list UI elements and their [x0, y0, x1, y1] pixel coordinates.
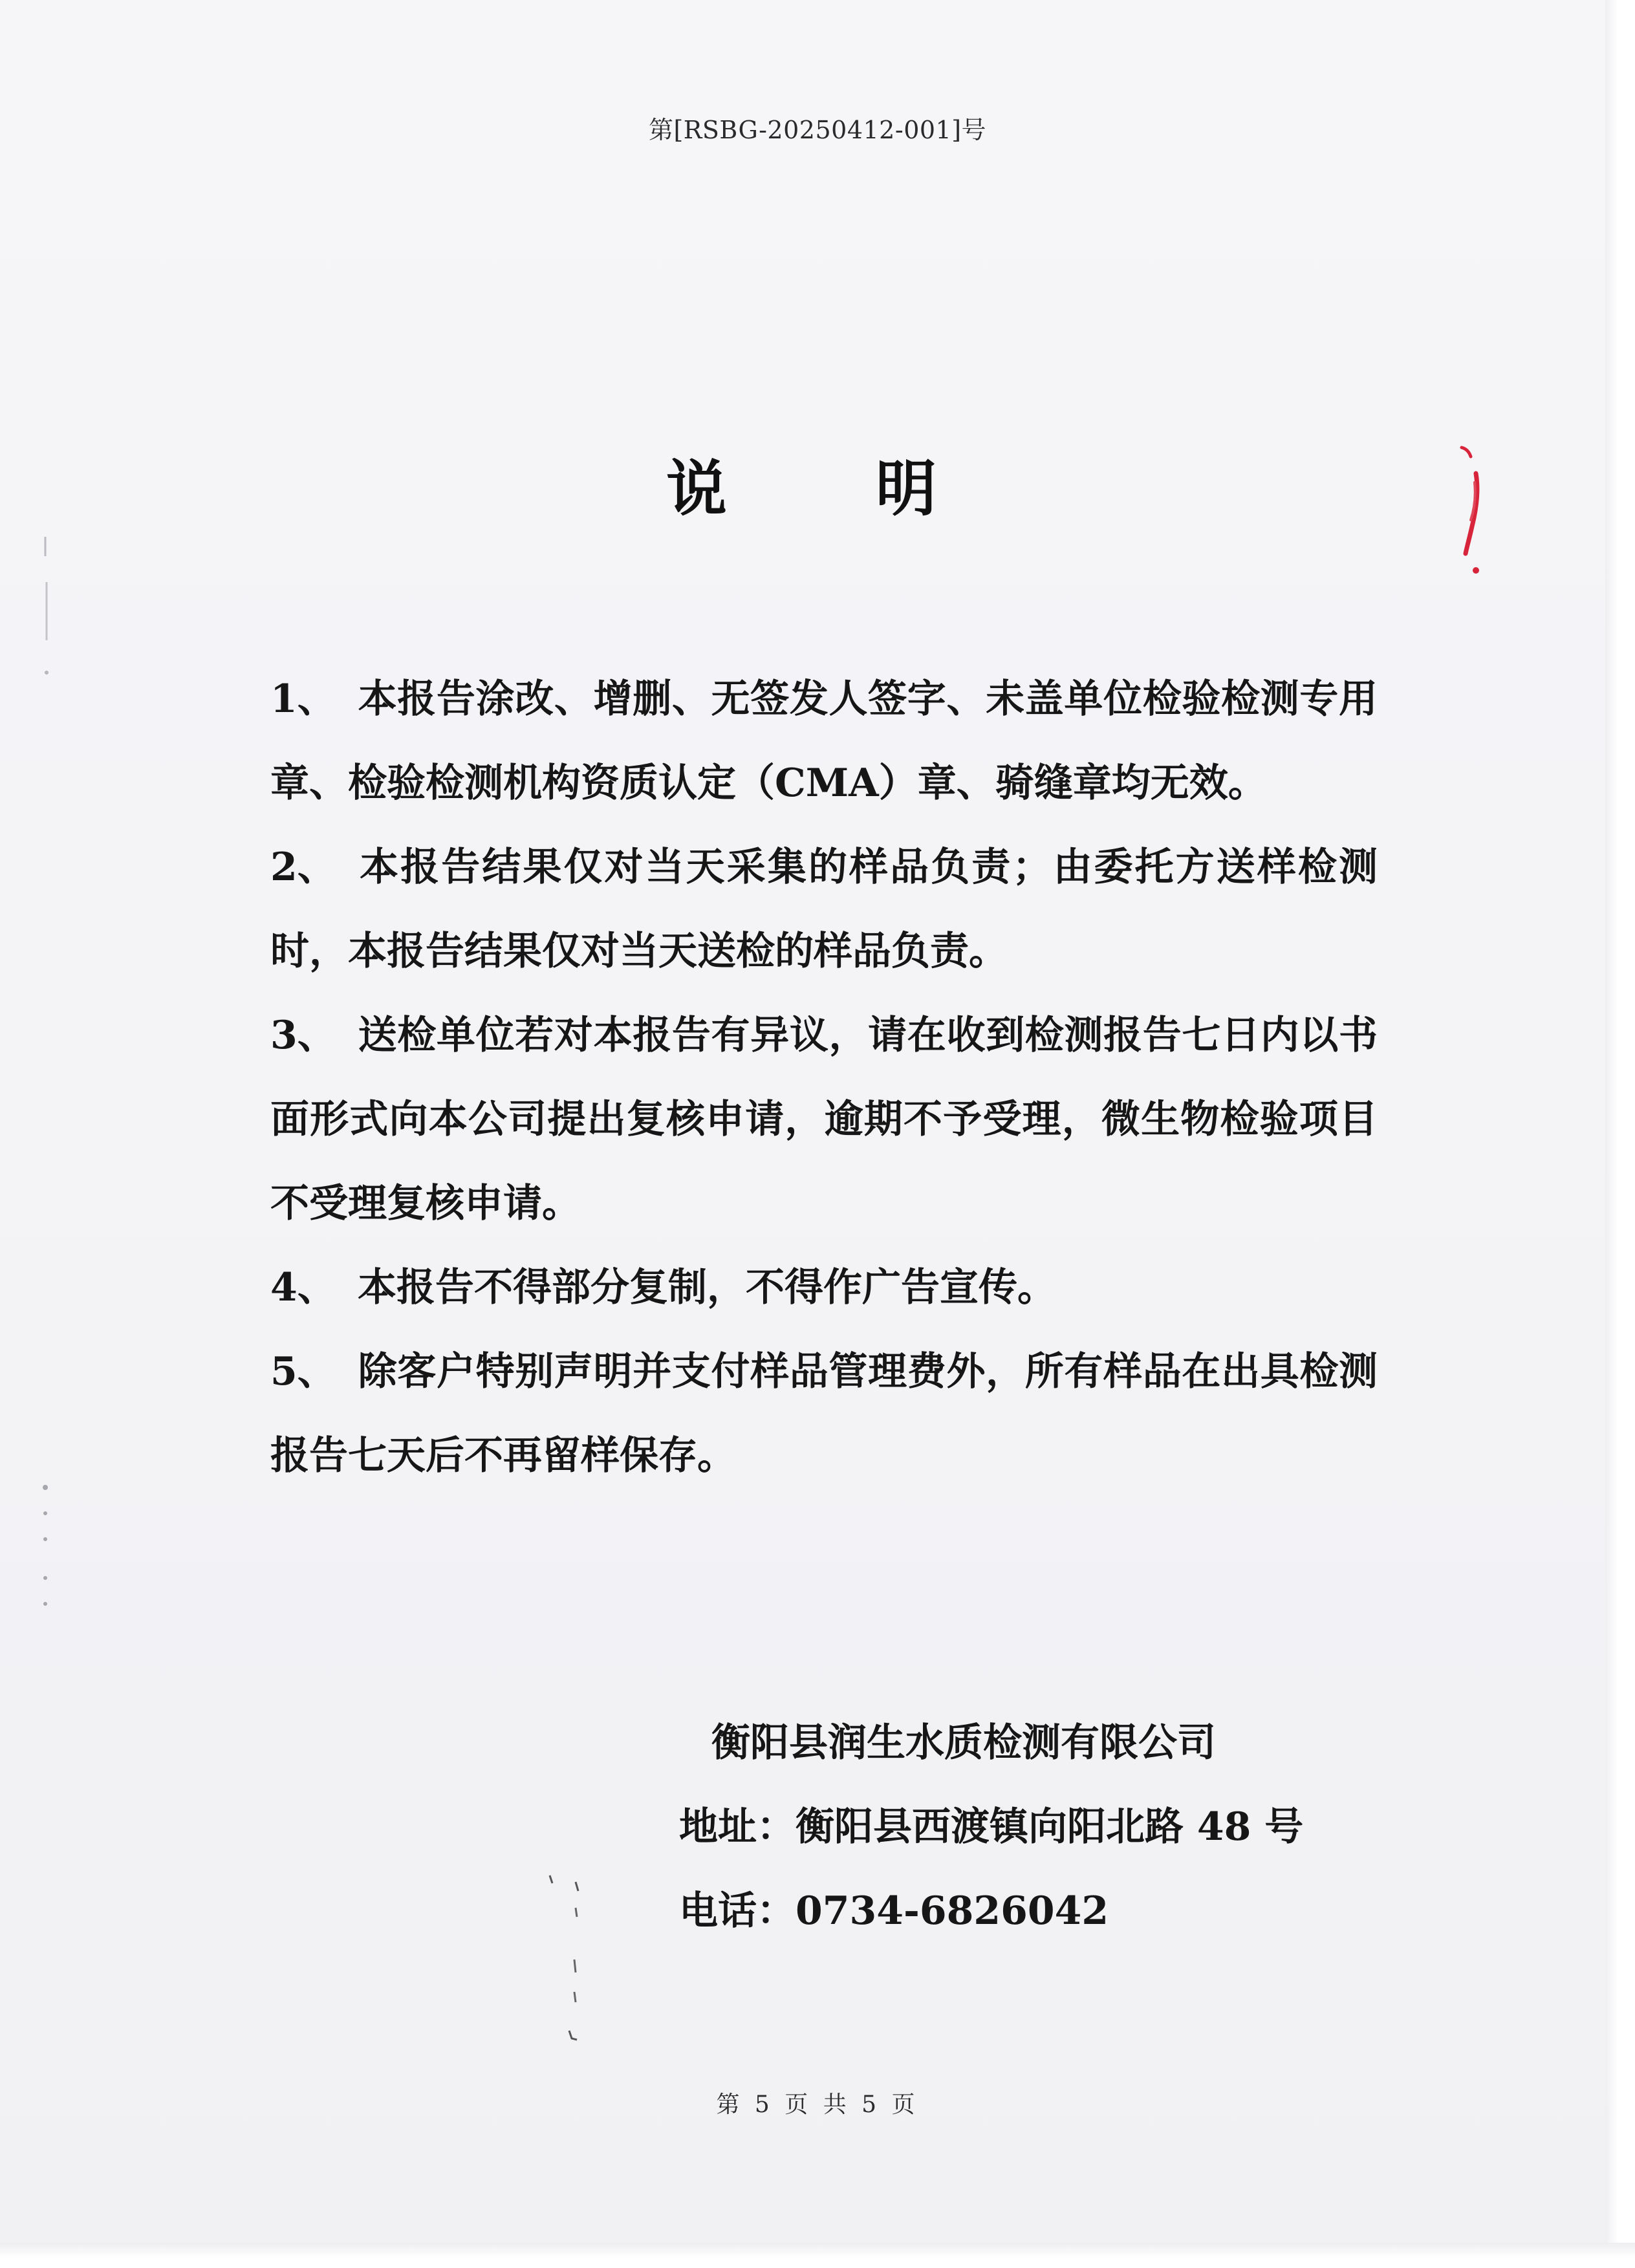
scan-edge-bottom [0, 2243, 1635, 2268]
note-item-1 [270, 657, 1378, 825]
company-name: 衡阳县润生水质检测有限公司 [711, 1720, 1216, 1766]
title-char-2: 明 [876, 453, 937, 524]
note-item-3 [270, 993, 1378, 1246]
company-address: 地址：衡阳县西渡镇向阳北路 48 号 [679, 1804, 1304, 1850]
note-text: 本报告结果仅对当天采集的样品负责；由委托方送样检测时，本报告结果仅对当天送检的样品负责。 [270, 845, 1378, 974]
note-number: 3、 [270, 1013, 336, 1058]
company-phone: 电话：0734-6826042 [679, 1888, 1109, 1934]
seal-fragment-icon [1453, 444, 1491, 579]
title-char-1: 说 [666, 453, 728, 524]
scan-specks-icon [530, 1863, 595, 2057]
note-number: 2、 [270, 845, 336, 890]
page-indicator: 第 5 页 共 5 页 [716, 2091, 919, 2118]
note-text: 本报告不得部分复制，不得作广告宣传。 [358, 1265, 1056, 1310]
page-title [666, 440, 937, 527]
note-item-2 [270, 825, 1378, 993]
report-number: 第[RSBG-20250412-001]号 [648, 116, 987, 144]
note-item-4 [270, 1246, 1378, 1330]
note-number: 1、 [270, 676, 336, 722]
binding-marks-icon [32, 530, 58, 1630]
note-text: 送检单位若对本报告有异议，请在收到检测报告七日内以书面形式向本公司提出复核申请，逾期不予受理，微生物检验项目不受理复核申请。 [270, 1013, 1378, 1226]
scan-edge-right [1605, 0, 1635, 2268]
note-text: 除客户特别声明并支付样品管理费外，所有样品在出具检测报告七天后不再留样保存。 [270, 1349, 1378, 1478]
note-number: 5、 [270, 1349, 336, 1394]
company-info [679, 1701, 1303, 1953]
note-text: 本报告涂改、增删、无签发人签字、未盖单位检验检测专用章、检验检测机构资质认定（CMA）章、骑缝章均无效。 [270, 676, 1378, 806]
note-item-5 [270, 1330, 1378, 1498]
notes-list [270, 657, 1378, 1498]
note-number: 4、 [270, 1265, 336, 1310]
